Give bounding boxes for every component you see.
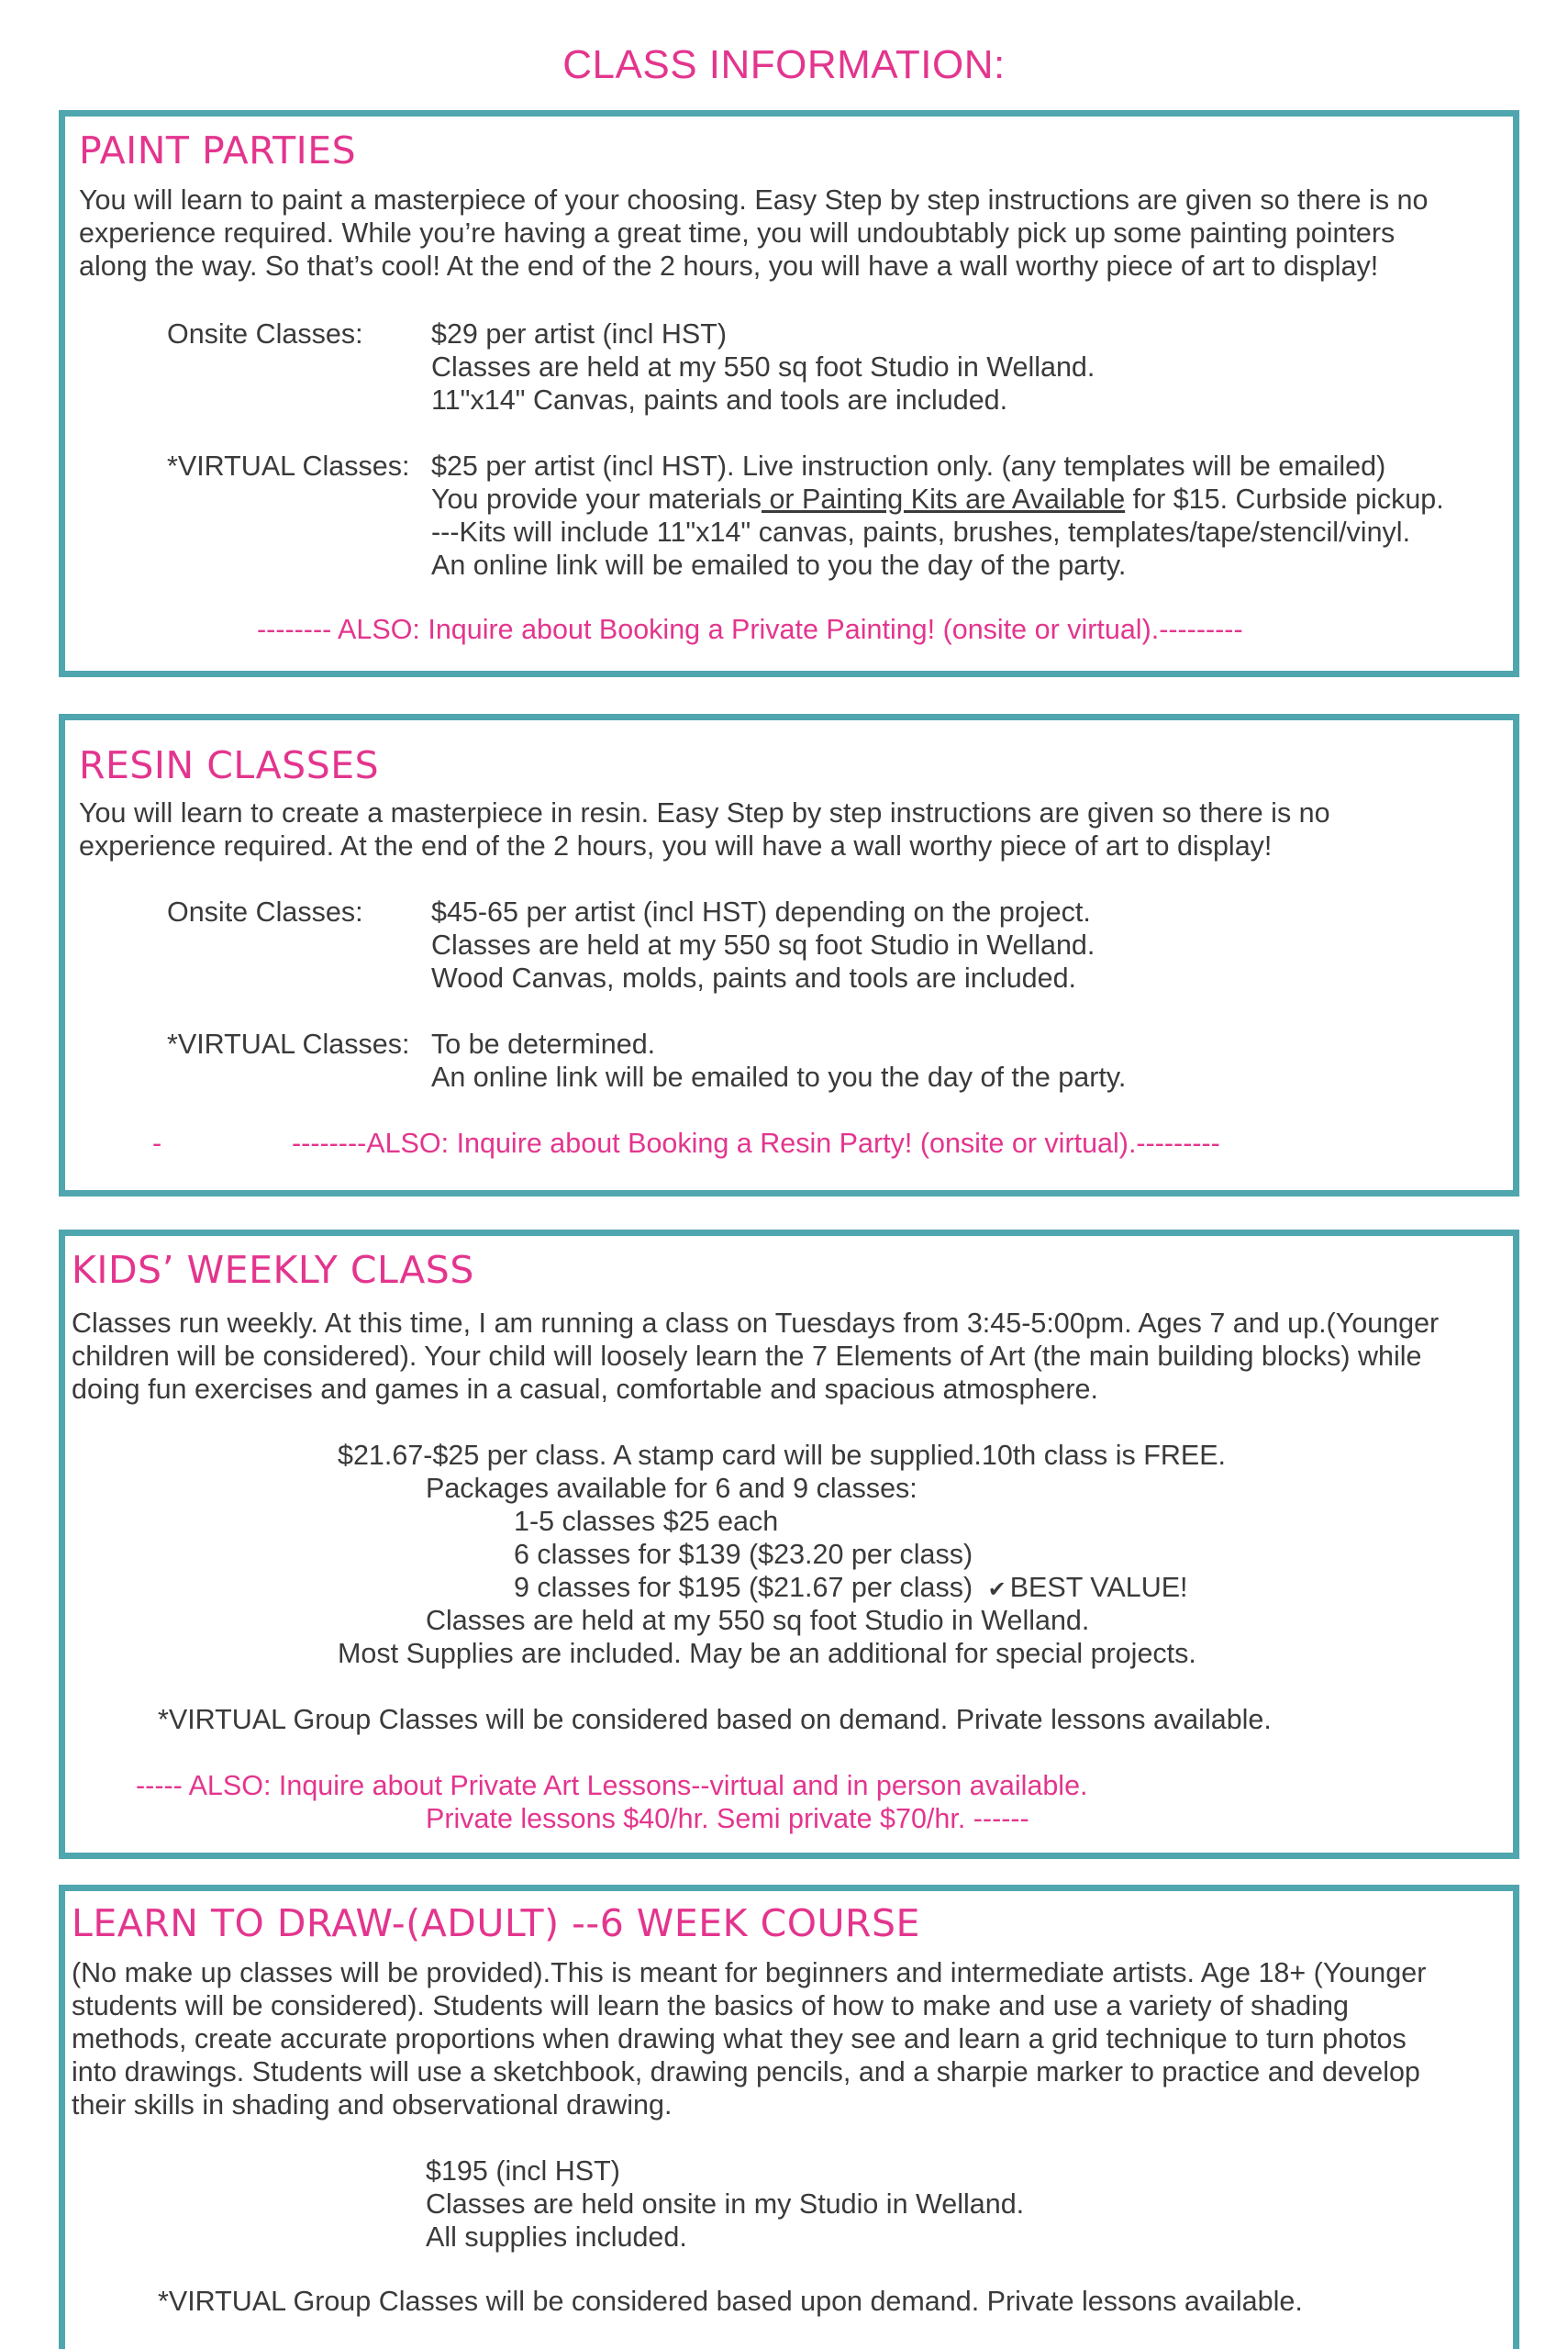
learn-to-draw-heading: LEARN TO DRAW-(ADULT) --6 WEEK COURSE [72,1901,920,1945]
kids-location: Classes are held at my 550 sq foot Studio in Welland. [426,1605,1090,1636]
best-value-badge: BEST VALUE! [1009,1572,1188,1603]
learn-to-draw-virtual-note: *VIRTUAL Group Classes will be considered based upon demand. Private lessons available. [158,2286,1303,2317]
resin-also-note: --------ALSO: Inquire about Booking a Resin Party! (onsite or virtual).--------- [292,1128,1220,1159]
learn-to-draw-intro: (No make up classes will be provided).This is meant for beginners and intermediate artists. Age 18+ (Younger students will be considered). Students will learn the basics of how to make and use a variety of shading methods, create accurate proportions when drawing what they see and learn a grid technique to turn photos into drawings. Students will use a sketchbook, drawing pencils, and a sharpie marker to practice and develop their skills in shading and observational drawing. [72,1957,1427,2121]
resin-virtual-label: *VIRTUAL Classes: [167,1029,410,1060]
kids-virtual-note: *VIRTUAL Group Classes will be considered based on demand. Private lessons available. [158,1704,1272,1735]
kids-package-3: 9 classes for $195 ($21.67 per class) ✔ BEST VALUE! [514,1572,1188,1603]
paint-virtual-label: *VIRTUAL Classes: [167,451,410,482]
kids-weekly-class-intro: Classes run weekly. At this time, I am running a class on Tuesdays from 3:45-5:00pm. Ages 7 and up.(Younger children will be considered). Your child will loosely learn the 7 Elements of Art (the main building blocks) while doing fun exercises and games in a casual, comfortable and spacious atmosphere. [72,1308,1440,1405]
learn-to-draw-details: $195 (incl HST) Classes are held onsite in my Studio in Welland. All supplies included. [426,2155,1025,2253]
resin-classes-intro: You will learn to create a masterpiece in resin. Easy Step by step instructions are given so there is no experience required. At the end of the 2 hours, you will have a wall worthy piece of art to display! [79,797,1330,862]
kids-supplies: Most Supplies are included. May be an additional for special projects. [338,1638,1196,1669]
kids-packages: Packages available for 6 and 9 classes: [426,1473,917,1504]
resin-virtual-details: To be determined. An online link will be emailed to you the day of the party. [431,1029,1127,1093]
kids-weekly-class-heading: KIDS’ WEEKLY CLASS [72,1248,474,1292]
paint-parties-intro: You will learn to paint a masterpiece of your choosing. Easy Step by step instructions are given so there is no experience required. While you’re having a great time, you will undoubtably pick up some painting pointers along the way. So that’s cool! At the end of the 2 hours, you will have a wall worthy piece of art to display! [79,184,1429,282]
resin-classes-heading: RESIN CLASSES [79,743,380,787]
checkmark-icon: ✔ [987,1577,1006,1602]
resin-onsite-label: Onsite Classes: [167,896,363,928]
kids-package-2: 6 classes for $139 ($23.20 per class) [514,1539,973,1570]
paint-onsite-label: Onsite Classes: [167,318,363,350]
page-title: CLASS INFORMATION: [562,42,1006,87]
kids-price-line: $21.67-$25 per class. A stamp card will be supplied.10th class is FREE. [338,1440,1227,1471]
paint-virtual-details: $25 per artist (incl HST). Live instruction only. (any templates will be emailed) You provide your materials or Painting Kits are Available for $15. Curbside pickup. ---Kits will include 11"x14" canvas, paints, brushes, templates/tape/stencil/vinyl. An online link will be emailed to you the day of the party. [431,451,1444,581]
resin-also-dash: - [152,1128,162,1159]
paint-parties-heading: PAINT PARTIES [79,128,357,173]
kids-package-1: 1-5 classes $25 each [514,1506,779,1537]
kids-also-note: ----- ALSO: Inquire about Private Art Lessons--virtual and in person available. [136,1770,1088,1801]
paint-onsite-details: $29 per artist (incl HST) Classes are held at my 550 sq foot Studio in Welland. 11"x14" Canvas, paints and tools are included. [431,318,1095,416]
resin-onsite-details: $45-65 per artist (incl HST) depending on the project. Classes are held at my 550 sq foot Studio in Welland. Wood Canvas, molds, paints and tools are included. [431,896,1095,994]
painting-kits-link: or Painting Kits are Available [761,484,1126,515]
paint-also-note: -------- ALSO: Inquire about Booking a Private Painting! (onsite or virtual).--------- [257,614,1243,645]
kids-private-rates: Private lessons $40/hr. Semi private $70/hr. ------ [426,1803,1029,1834]
